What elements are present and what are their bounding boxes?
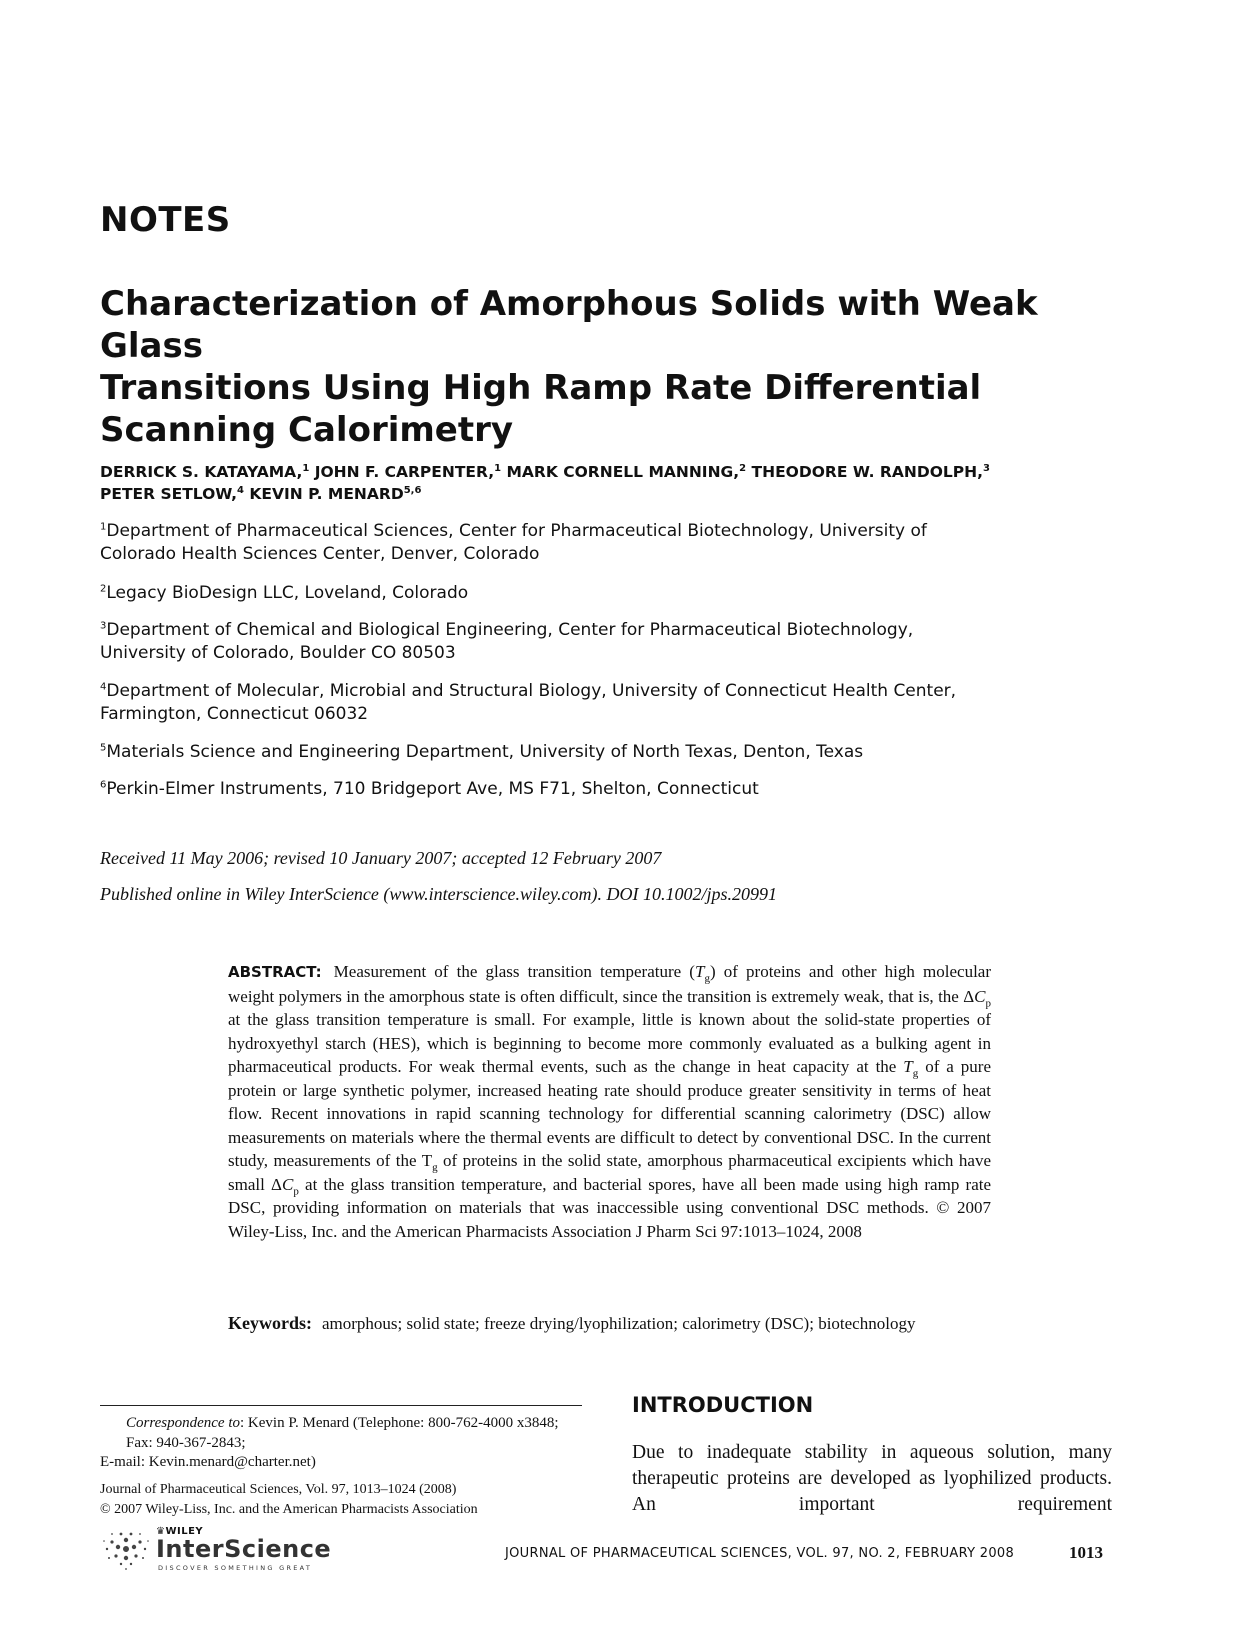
introduction-heading: INTRODUCTION xyxy=(632,1393,814,1417)
affiliation: $^4$Department of Molecular, Microbial and Structural Biology, University of Connecticut Health Center, Farmington, Connecticut 06032 xyxy=(100,681,957,724)
logo-brand-text: InterScience xyxy=(156,1535,332,1563)
author: DERRICK S. KATAYAMA,$^1$ xyxy=(100,462,310,481)
keywords-label: Keywords: xyxy=(228,1313,312,1333)
title-line: Characterization of Amorphous Solids with Weak Glass xyxy=(100,284,1038,366)
logo-wiley-text: ♛WILEY xyxy=(156,1526,204,1537)
abstract-label: ABSTRACT: xyxy=(228,963,322,981)
abstract: ABSTRACT: Measurement of the glass transition temperature $(T_g)$ of proteins and other high molecular weight polymers in the amorphous state is often difficult, since the transition is extremely weak, that is, the $\Delta C_p$ at the glass transition temperature is small. For example, little is known about the solid-state properties of hydroxyethyl starch (HES), which is beginning to become more commonly evaluated as a bulking agent in pharmaceutical products. For weak thermal events, such as the change in heat capacity at the $T_g$ of a pure protein or large synthetic polymer, increased heating rate should produce greater sensitivity in terms of heat flow. Recent innovations in rapid scanning technology for differential scanning calorimetry (DSC) allow measurements on materials where the thermal events are difficult to detect by conventional DSC. In the current study, measurements of the $T_g$ of proteins in the solid state, amorphous pharmaceutical excipients which have small $\Delta C_p$ at the glass transition temperature, and bacterial spores, have all been made using high ramp rate DSC, providing information on materials that was inaccessible using conventional DSC methods. © 2007 Wiley-Liss, Inc. and the American Pharmacists Association J Pharm Sci 97:1013–1024, 2008 xyxy=(228,962,992,1241)
publisher-logo xyxy=(100,1525,340,1573)
introduction-text: Due to inadequate stability in aqueous solution, many therapeutic proteins are developed as lyophilized products. An important requirement xyxy=(632,1442,1112,1515)
title-line: Transitions Using High Ramp Rate Differential xyxy=(100,368,982,408)
author: JOHN F. CARPENTER,$^1$ xyxy=(314,462,502,481)
logo-tagline: DISCOVER SOMETHING GREAT xyxy=(158,1564,313,1572)
journal-citation: Journal of Pharmaceutical Sciences, Vol. 97, 1013–1024 (2008) © 2007 Wiley-Liss, Inc. and the American Pharmacists Association xyxy=(100,1482,478,1517)
correspondence-footnote: Correspondence to: Kevin P. Menard (Telephone: 800-762-4000 x3848; Fax: 940-367-2843; E-mail: Kevin.menard@charter.net) xyxy=(100,1414,582,1473)
page-number: 1013 xyxy=(1069,1543,1103,1562)
received-dates: Received 11 May 2006; revised 10 January 2007; accepted 12 February 2007 xyxy=(100,848,662,868)
affiliation: $^3$Department of Chemical and Biological Engineering, Center for Pharmaceutical Biotechnology, University of Colorado, Boulder CO 80503 xyxy=(100,620,914,663)
author: MARK CORNELL MANNING,$^2$ xyxy=(506,462,747,481)
affiliation: $^1$Department of Pharmaceutical Sciences, Center for Pharmaceutical Biotechnology, University of Colorado Health Sciences Center, Denver, Colorado xyxy=(100,521,927,564)
author-list xyxy=(100,461,1140,505)
affiliation: $^6$Perkin-Elmer Instruments, 710 Bridgeport Ave, MS F71, Shelton, Connecticut xyxy=(100,779,759,799)
author: THEODORE W. RANDOLPH,$^3$ xyxy=(751,462,990,481)
section-label: NOTES xyxy=(100,200,231,240)
affiliation: $^2$Legacy BioDesign LLC, Loveland, Colorado xyxy=(100,583,469,603)
keywords-text: amorphous; solid state; freeze drying/lyophilization; calorimetry (DSC); biotechnology xyxy=(322,1314,916,1333)
author: PETER SETLOW,$^4$ xyxy=(100,484,244,503)
title-line: Scanning Calorimetry xyxy=(100,410,514,450)
affiliation: $^5$Materials Science and Engineering Department, University of North Texas, Denton, Texas xyxy=(100,742,864,762)
correspondence-email: E-mail: Kevin.menard@charter.net) xyxy=(100,1454,316,1470)
running-footer: JOURNAL OF PHARMACEUTICAL SCIENCES, VOL. 97, NO. 2, FEBRUARY 2008 xyxy=(505,1546,1015,1561)
keywords xyxy=(228,1312,991,1336)
interscience-swirl-icon xyxy=(100,1525,154,1573)
footnote-divider xyxy=(100,1405,582,1406)
article-title xyxy=(100,283,1080,451)
publication-info: Published online in Wiley InterScience (www.interscience.wiley.com). DOI 10.1002/jps.20991 xyxy=(100,884,778,904)
author: KEVIN P. MENARD$^{5,6}$ xyxy=(249,484,422,503)
